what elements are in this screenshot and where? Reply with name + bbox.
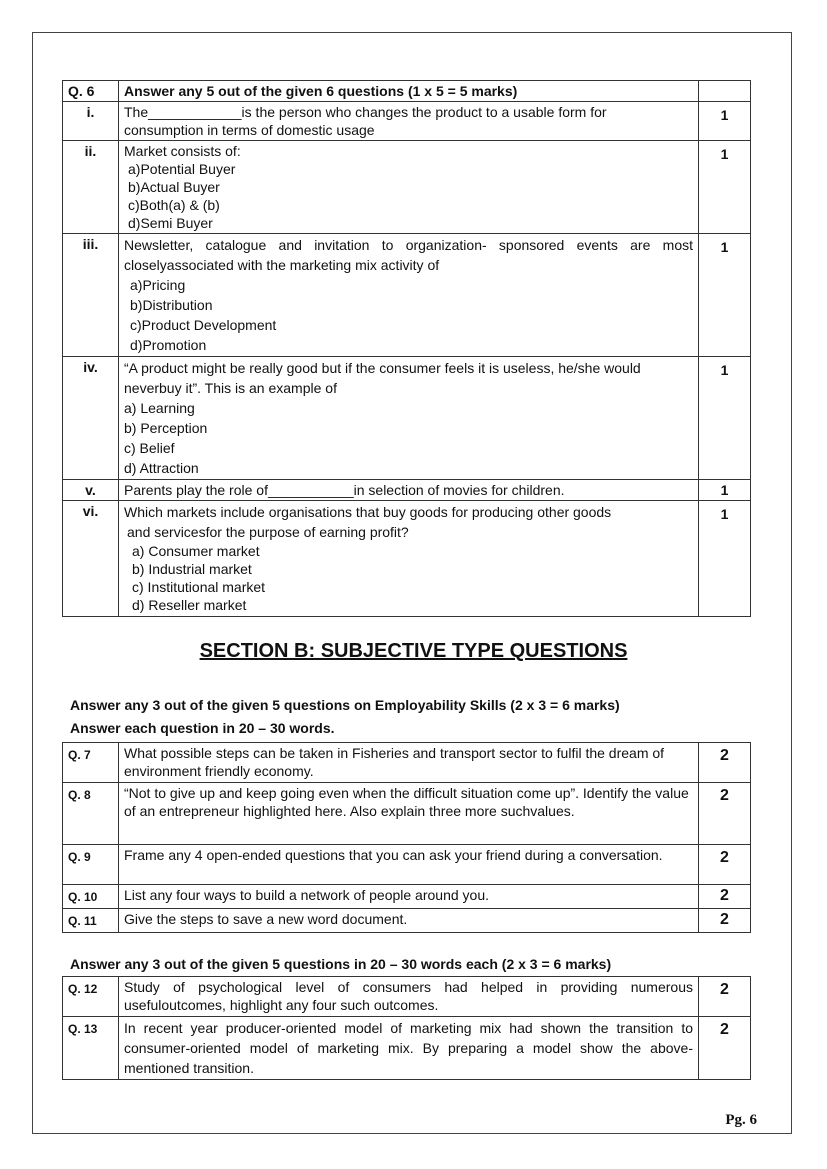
q6-item-line: Which markets include organisations that buy goods for producing other goods — [124, 504, 612, 520]
question-row — [63, 743, 751, 783]
q6-item-line: Newsletter, catalogue and invitation to organization- sponsored events are most closelyassociated with the marketing mix activity of — [124, 237, 693, 273]
option: d)Promotion — [130, 337, 207, 353]
section-b-instruction: Answer each question in 20 – 30 words. — [70, 720, 335, 736]
option: d) Reseller market — [132, 597, 247, 613]
option: c)Product Development — [130, 317, 277, 333]
q6-item-text: Parents play the role of___________in selection of movies for children. — [119, 480, 699, 501]
q6-item-marks: 1 — [699, 102, 751, 141]
option: c) Institutional market — [132, 579, 266, 595]
q6-item-line: The____________is the person who changes the product to a usable form for — [124, 104, 607, 120]
question-text: “Not to give up and keep going even when the difficult situation come up”. Identify the value of an entrepreneur highlighted here. Also explain three more suchvalues. — [119, 783, 699, 845]
option: b) Industrial market — [132, 561, 252, 577]
q6-item-number: iv. — [63, 357, 119, 480]
option: d) Attraction — [124, 460, 199, 476]
q6-item-text — [119, 141, 699, 234]
option: a) Consumer market — [132, 543, 260, 559]
q6-item-row — [63, 357, 751, 480]
question-row — [63, 783, 751, 845]
q6-header-marks — [699, 81, 751, 102]
option: b) Perception — [124, 420, 208, 436]
question-number: Q. 9 — [63, 845, 119, 885]
section-b-instruction: Answer any 3 out of the given 5 questions in 20 – 30 words each (2 x 3 = 6 marks) — [70, 956, 612, 972]
section-b-title: SECTION B: SUBJECTIVE TYPE QUESTIONS — [199, 640, 628, 662]
question-text: What possible steps can be taken in Fisheries and transport sector to fulfil the dream of environment friendly economy. — [119, 743, 699, 783]
question-row — [63, 885, 751, 909]
question-row — [63, 845, 751, 885]
option: a)Pricing — [130, 277, 186, 293]
question-number: Q. 12 — [63, 977, 119, 1017]
q6-item-marks: 1 — [699, 357, 751, 480]
option: b)Actual Buyer — [128, 179, 220, 195]
question-text: In recent year producer-oriented model of marketing mix had shown the transition to consumer-oriented model of marketing mix. By preparing a model show the above-mentioned transition. — [119, 1017, 699, 1080]
question-row — [63, 1017, 751, 1080]
q6-item-options — [124, 398, 693, 478]
q6-item-line: “A product might be really good but if the consumer feels it is useless, he/she would neverbuy it”. This is an example of — [124, 360, 641, 396]
section-b-instruction: Answer any 3 out of the given 5 questions on Employability Skills (2 x 3 = 6 marks) — [70, 697, 620, 713]
q6-item-marks: 1 — [699, 234, 751, 357]
option: c) Belief — [124, 440, 175, 456]
q6-item-number: iii. — [63, 234, 119, 357]
q6-item-options — [124, 542, 693, 614]
question-number: Q. 13 — [63, 1017, 119, 1080]
q6-item-number: vi. — [63, 501, 119, 617]
q6-item-row — [63, 480, 751, 501]
question-number: Q. 11 — [63, 909, 119, 933]
q6-item-text — [119, 102, 699, 141]
q6-item-row — [63, 102, 751, 141]
question-marks: 2 — [699, 743, 751, 783]
question-marks: 2 — [699, 1017, 751, 1080]
q6-table — [62, 80, 751, 617]
q6-item-marks: 1 — [699, 141, 751, 234]
marketing-questions-table — [62, 976, 751, 1080]
q6-item-text — [119, 501, 699, 617]
question-text: Frame any 4 open-ended questions that you can ask your friend during a conversation. — [119, 845, 699, 885]
q6-item-line: and servicesfor the purpose of earning profit? — [127, 524, 409, 540]
employability-questions-table — [62, 742, 751, 933]
q6-item-text — [119, 357, 699, 480]
option: a)Potential Buyer — [128, 161, 236, 177]
q6-item-text — [119, 234, 699, 357]
question-marks: 2 — [699, 783, 751, 845]
question-text: Give the steps to save a new word document. — [119, 909, 699, 933]
question-marks: 2 — [699, 909, 751, 933]
option: a) Learning — [124, 400, 195, 416]
q6-item-number: i. — [63, 102, 119, 141]
q6-item-number: v. — [63, 480, 119, 501]
option: b)Distribution — [130, 297, 213, 313]
q6-number: Q. 6 — [63, 81, 119, 102]
q6-item-row — [63, 141, 751, 234]
question-row — [63, 977, 751, 1017]
option: d)Semi Buyer — [128, 215, 213, 231]
question-number: Q. 10 — [63, 885, 119, 909]
question-text: Study of psychological level of consumers had helped in providing numerous usefuloutcomes, highlight any four such outcomes. — [119, 977, 699, 1017]
question-number: Q. 7 — [63, 743, 119, 783]
page-number: Pg. 6 — [725, 1112, 757, 1128]
q6-header-row — [63, 81, 751, 102]
q6-item-row — [63, 234, 751, 357]
q6-heading: Answer any 5 out of the given 6 questions (1 x 5 = 5 marks) — [119, 81, 699, 102]
option: c)Both(a) & (b) — [128, 197, 220, 213]
q6-item-line: Market consists of: — [124, 143, 241, 159]
question-marks: 2 — [699, 977, 751, 1017]
q6-item-marks: 1 — [699, 501, 751, 617]
question-marks: 2 — [699, 845, 751, 885]
question-number: Q. 8 — [63, 783, 119, 845]
q6-item-options — [124, 160, 693, 232]
q6-item-line: consumption in terms of domestic usage — [124, 122, 375, 138]
question-row — [63, 909, 751, 933]
question-text: List any four ways to build a network of people around you. — [119, 885, 699, 909]
question-marks: 2 — [699, 885, 751, 909]
q6-item-marks: 1 — [699, 480, 751, 501]
q6-item-number: ii. — [63, 141, 119, 234]
q6-item-row — [63, 501, 751, 617]
q6-item-options — [124, 275, 693, 355]
